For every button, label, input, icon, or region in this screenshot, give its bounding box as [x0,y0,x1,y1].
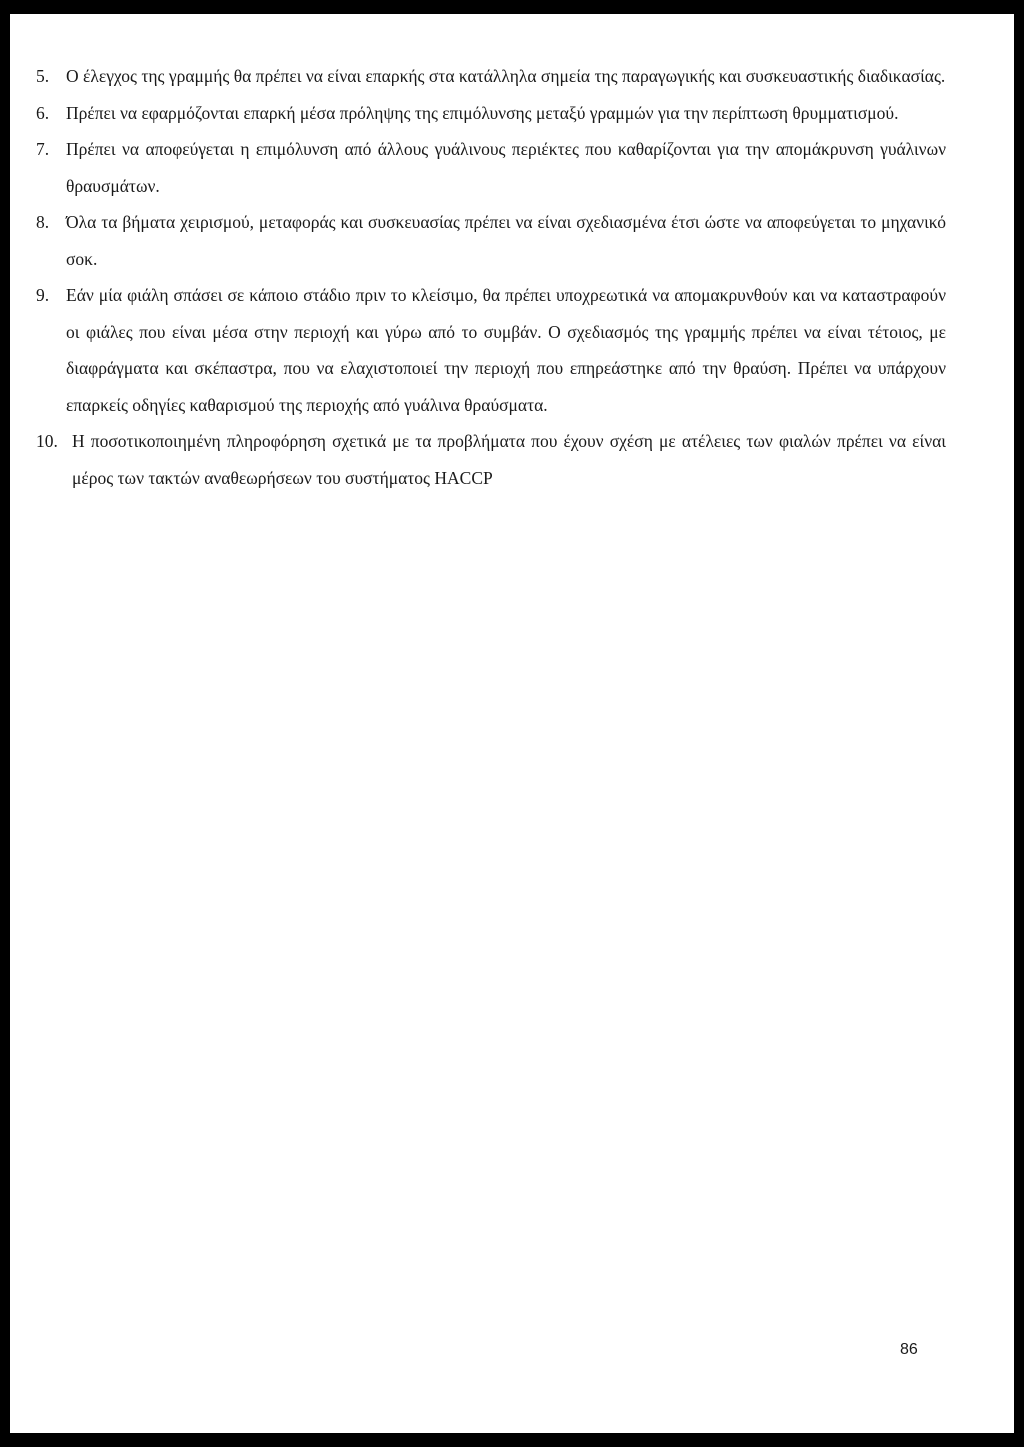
list-item-text: Ο έλεγχος της γραμμής θα πρέπει να είναι επαρκής στα κατάλληλα σημεία της παραγωγικής και συσκευαστικής διαδικασίας. [66,66,946,86]
list-item-number: 7. [36,139,50,159]
list-item-number: 10. [36,431,58,451]
list-item-text: Πρέπει να εφαρμόζονται επαρκή μέσα πρόληψης της επιμόλυνσης μεταξύ γραμμών για την περίπτωση θρυμματισμού. [66,102,899,123]
list-item-7 [36,131,946,204]
numbered-list [36,58,946,496]
list-item-text: Όλα τα βήματα χειρισμού, μεταφοράς και συσκευασίας πρέπει να είναι σχεδιασμένα έτσι ώστε να αποφεύγεται το μηχανικό σοκ. [66,212,946,269]
list-item-number: 6. [36,102,50,123]
list-item-number: 5. [36,66,50,86]
list-item-10 [36,423,946,496]
list-item-text: Η ποσοτικοποιημένη πληροφόρηση σχετικά με τα προβλήματα που έχουν σχέση με ατέλειες των φιαλών πρέπει να είναι μέρος των τακτών αναθεωρήσεων του συστήματος HACCP [72,431,946,488]
list-item-text: Εάν μία φιάλη σπάσει σε κάποιο στάδιο πριν το κλείσιμο, θα πρέπει υποχρεωτικά να απομακρυνθούν και να καταστραφούν οι φιάλες που είναι μέσα στην περιοχή και γύρω από το συμβάν. Ο σχεδιασμός της γραμμής πρέπει να είναι τέτοιος, με διαφράγματα και σκέπαστρα, που να ελαχιστοποιεί την περιοχή που επηρεάστηκε από την θραύση. Πρέπει να υπάρχουν επαρκείς οδηγίες καθαρισμού της περιοχής από γυάλινα θραύσματα. [66,285,946,415]
list-item-9 [36,277,946,423]
list-item-5 [36,58,946,95]
list-item-text: Πρέπει να αποφεύγεται η επιμόλυνση από άλλους γυάλινους περιέκτες που καθαρίζονται για την απομάκρυνση γυάλινων θραυσμάτων. [66,139,946,196]
list-item-8 [36,204,946,277]
list-item-number: 8. [36,212,50,232]
list-item-number: 9. [36,285,50,305]
list-item-6 [36,95,946,132]
page-number: 86 [900,1341,918,1358]
